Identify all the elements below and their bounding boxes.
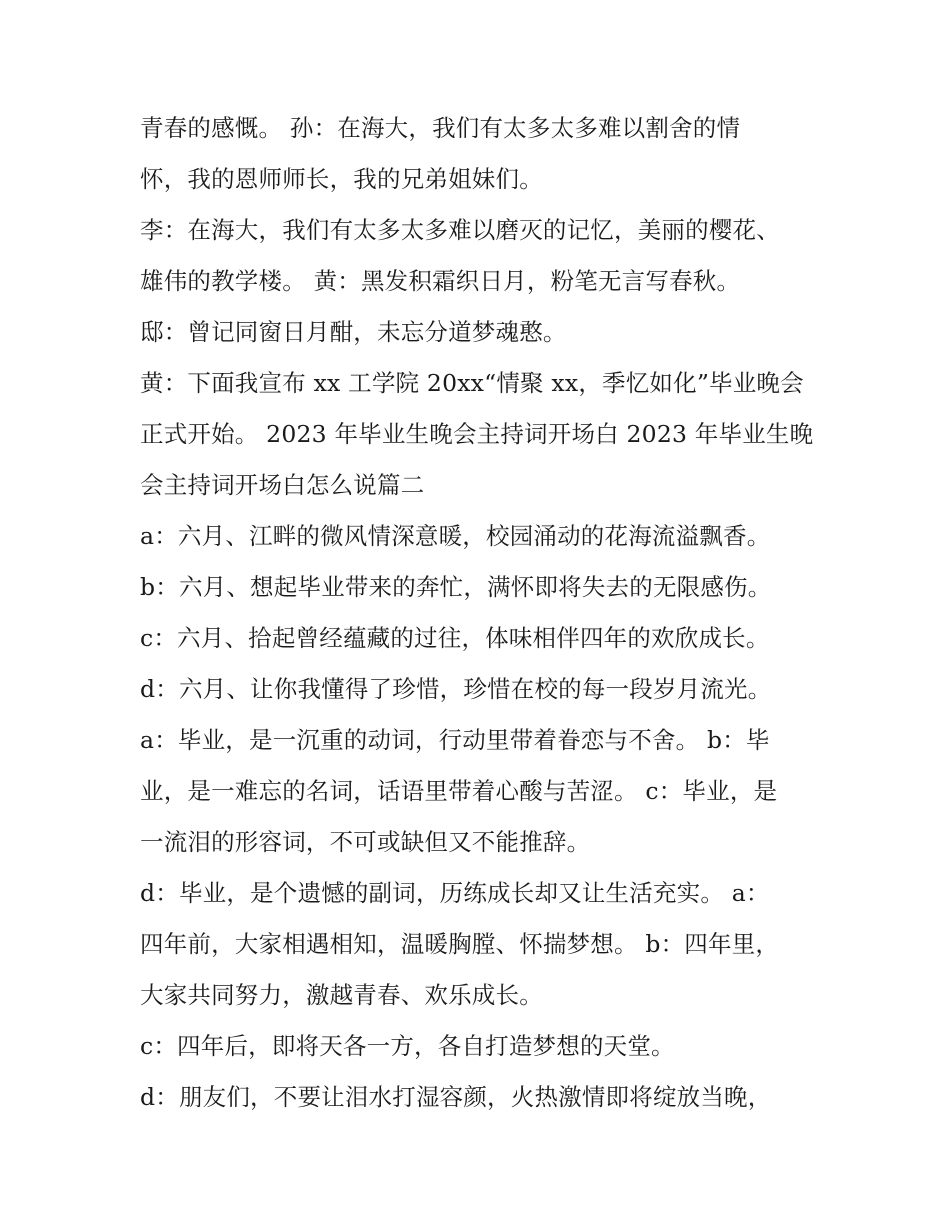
text-line: c：六月、拾起曾经蕴藏的过往，体味相伴四年的欢欣成长。 [140, 624, 770, 652]
text-line: d：六月、让你我懂得了珍惜，珍惜在校的每一段岁月流光。 [140, 675, 772, 703]
text-line: 怀，我的恩师师长，我的兄弟姐妹们。 [140, 165, 543, 193]
text-line: 邸：曾记同窗日月酣，未忘分道梦魂憨。 [140, 318, 567, 346]
text-line: 业，是一难忘的名词，话语里带着心酸与苦涩。 c：毕业，是 [140, 777, 778, 805]
text-line: a：毕业，是一沉重的动词，行动里带着眷恋与不舍。 b：毕 [140, 726, 770, 754]
text-line: 四年前，大家相遇相知，温暖胸膛、怀揣梦想。 b：四年里， [140, 930, 780, 958]
text-line: 正式开始。 2023 年毕业生晚会主持词开场白 2023 年毕业生晚 [140, 420, 814, 448]
text-line: 会主持词开场白怎么说篇二 [140, 471, 425, 499]
text-line: 一流泪的形容词，不可或缺但又不能推辞。 [140, 828, 591, 856]
text-line: c：四年后，即将天各一方，各自打造梦想的天堂。 [140, 1032, 675, 1060]
text-line: 雄伟的教学楼。 黄：黑发积霜织日月，粉笔无言写春秋。 [140, 267, 741, 295]
body-text [140, 103, 820, 1123]
text-line: d：朋友们，不要让泪水打湿容颜，火热激情即将绽放当晚， [140, 1083, 772, 1111]
text-line: 大家共同努力，激越青春、欢乐成长。 [140, 981, 543, 1009]
text-line: a：六月、江畔的微风情深意暖，校园涌动的花海流溢飘香。 [140, 522, 771, 550]
text-line: 青春的感慨。 孙：在海大，我们有太多太多难以割舍的情 [140, 114, 741, 142]
text-line: b：六月、想起毕业带来的奔忙，满怀即将失去的无限感伤。 [140, 573, 772, 601]
text-line: d：毕业，是个遗憾的副词，历练成长却又让生活充实。 a： [140, 879, 770, 907]
text-line: 李：在海大，我们有太多太多难以磨灭的记忆，美丽的樱花、 [140, 216, 780, 244]
text-line: 黄：下面我宣布 xx 工学院 20xx“情聚 xx，季忆如化”毕业晚会 [140, 369, 804, 397]
